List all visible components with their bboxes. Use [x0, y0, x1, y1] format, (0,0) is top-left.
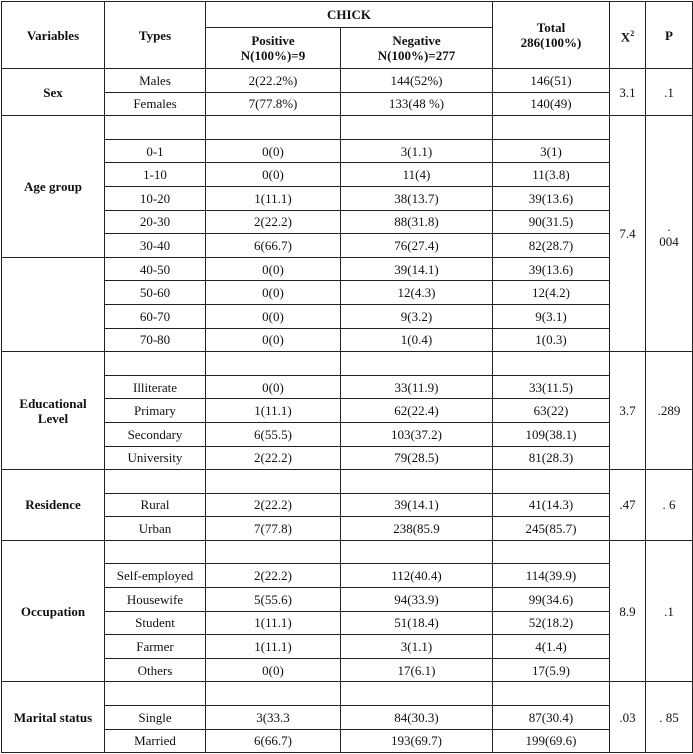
negative-cell: 9(3.2)	[341, 304, 493, 328]
negative-cell: 33(11.9)	[341, 375, 493, 399]
table-row	[2, 304, 693, 328]
total-cell	[493, 116, 610, 140]
total-cell: 90(31.5)	[493, 210, 610, 234]
type-cell	[105, 470, 206, 494]
type-cell	[105, 116, 206, 140]
table-row	[2, 281, 693, 305]
negative-cell: 39(14.1)	[341, 493, 493, 517]
positive-cell: 0(0)	[206, 304, 341, 328]
table-row	[2, 116, 693, 140]
positive-cell: 1(11.1)	[206, 186, 341, 210]
total-cell: 41(14.3)	[493, 493, 610, 517]
negative-cell: 38(13.7)	[341, 186, 493, 210]
table-row	[2, 352, 693, 376]
total-cell: 114(39.9)	[493, 564, 610, 588]
negative-cell: 39(14.1)	[341, 257, 493, 281]
type-cell	[105, 540, 206, 564]
negative-cell: 1(0.4)	[341, 328, 493, 352]
negative-cell: 144(52%)	[341, 69, 493, 93]
negative-cell: 94(33.9)	[341, 588, 493, 612]
total-cell	[493, 470, 610, 494]
negative-cell: 103(37.2)	[341, 422, 493, 446]
chi-square-cell: 7.4	[610, 116, 646, 352]
header-positive: Positive N(100%)=9	[206, 28, 341, 69]
negative-cell: 51(18.4)	[341, 611, 493, 635]
positive-cell	[206, 470, 341, 494]
negative-cell	[341, 682, 493, 706]
total-cell: 140(49)	[493, 92, 610, 116]
total-cell: 9(3.1)	[493, 304, 610, 328]
positive-cell: 2(22.2%)	[206, 69, 341, 93]
chi-square-cell: .47	[610, 470, 646, 541]
type-cell: 70-80	[105, 328, 206, 352]
type-cell: 30-40	[105, 234, 206, 258]
table-row	[2, 611, 693, 635]
table-row	[2, 635, 693, 659]
header-types: Types	[105, 2, 206, 69]
positive-cell: 6(55.5)	[206, 422, 341, 446]
total-cell: 39(13.6)	[493, 257, 610, 281]
variable-cell	[2, 257, 105, 351]
positive-cell: 0(0)	[206, 281, 341, 305]
negative-cell: 3(1.1)	[341, 139, 493, 163]
total-cell	[493, 540, 610, 564]
positive-cell: 1(11.1)	[206, 399, 341, 423]
negative-cell: 112(40.4)	[341, 564, 493, 588]
total-cell: 17(5.9)	[493, 658, 610, 682]
type-cell: 50-60	[105, 281, 206, 305]
positive-cell: 2(22.2)	[206, 564, 341, 588]
variable-cell: Marital status	[2, 682, 105, 753]
positive-cell: 1(11.1)	[206, 635, 341, 659]
type-cell: Secondary	[105, 422, 206, 446]
type-cell: 0-1	[105, 139, 206, 163]
negative-cell	[341, 470, 493, 494]
positive-cell: 7(77.8%)	[206, 92, 341, 116]
variable-cell: Sex	[2, 69, 105, 116]
negative-cell: 88(31.8)	[341, 210, 493, 234]
table-row	[2, 257, 693, 281]
p-value-cell: .1	[646, 540, 693, 682]
negative-cell: 11(4)	[341, 163, 493, 187]
negative-cell: 238(85.9	[341, 517, 493, 541]
header-chi-square: $X^2$	[610, 2, 646, 69]
table-row	[2, 493, 693, 517]
total-cell: 109(38.1)	[493, 422, 610, 446]
chi-square-cell: .03	[610, 682, 646, 753]
type-cell: 40-50	[105, 257, 206, 281]
table-row	[2, 706, 693, 730]
variable-cell: Educational Level	[2, 352, 105, 470]
type-cell: Urban	[105, 517, 206, 541]
negative-cell: 3(1.1)	[341, 635, 493, 659]
negative-cell	[341, 540, 493, 564]
table-row	[2, 729, 693, 753]
total-cell: 99(34.6)	[493, 588, 610, 612]
table-row	[2, 139, 693, 163]
chick-association-table	[1, 1, 693, 753]
total-cell: 33(11.5)	[493, 375, 610, 399]
type-cell: 10-20	[105, 186, 206, 210]
positive-cell: 0(0)	[206, 658, 341, 682]
table-row	[2, 92, 693, 116]
total-cell: 12(4.2)	[493, 281, 610, 305]
positive-cell: 2(22.2)	[206, 493, 341, 517]
table-row	[2, 163, 693, 187]
table-row	[2, 540, 693, 564]
positive-cell: 0(0)	[206, 257, 341, 281]
positive-cell: 6(66.7)	[206, 729, 341, 753]
table-row	[2, 234, 693, 258]
positive-cell	[206, 682, 341, 706]
type-cell: 1-10	[105, 163, 206, 187]
positive-cell: 5(55.6)	[206, 588, 341, 612]
table-row	[2, 588, 693, 612]
p-value-cell: . 004	[646, 116, 693, 352]
type-cell	[105, 682, 206, 706]
positive-cell: 0(0)	[206, 163, 341, 187]
header-total: Total 286(100%)	[493, 2, 610, 69]
header-p: P	[646, 2, 693, 69]
total-cell: 1(0.3)	[493, 328, 610, 352]
total-cell: 245(85.7)	[493, 517, 610, 541]
total-cell: 82(28.7)	[493, 234, 610, 258]
type-cell: Housewife	[105, 588, 206, 612]
type-cell	[105, 352, 206, 376]
negative-cell	[341, 352, 493, 376]
total-cell: 52(18.2)	[493, 611, 610, 635]
type-cell: Rural	[105, 493, 206, 517]
positive-cell: 3(33.3	[206, 706, 341, 730]
positive-cell: 2(22.2)	[206, 210, 341, 234]
total-cell: 146(51)	[493, 69, 610, 93]
header-variables: Variables	[2, 2, 105, 69]
type-cell: 60-70	[105, 304, 206, 328]
negative-cell: 76(27.4)	[341, 234, 493, 258]
type-cell: Others	[105, 658, 206, 682]
type-cell: 20-30	[105, 210, 206, 234]
negative-cell: 193(69.7)	[341, 729, 493, 753]
total-cell: 199(69.6)	[493, 729, 610, 753]
negative-cell	[341, 116, 493, 140]
chi-square-cell: 3.7	[610, 352, 646, 470]
table-row	[2, 399, 693, 423]
p-value-cell: . 6	[646, 470, 693, 541]
p-value-cell: .289	[646, 352, 693, 470]
table-row	[2, 517, 693, 541]
chi-square-cell: 8.9	[610, 540, 646, 682]
type-cell: University	[105, 446, 206, 470]
table-row	[2, 210, 693, 234]
negative-cell: 79(28.5)	[341, 446, 493, 470]
total-cell: 3(1)	[493, 139, 610, 163]
type-cell: Married	[105, 729, 206, 753]
negative-cell: 133(48 %)	[341, 92, 493, 116]
positive-cell: 0(0)	[206, 139, 341, 163]
table-row	[2, 658, 693, 682]
variable-cell: Age group	[2, 116, 105, 258]
p-value-cell: . 85	[646, 682, 693, 753]
type-cell: Student	[105, 611, 206, 635]
negative-cell: 17(6.1)	[341, 658, 493, 682]
positive-cell: 0(0)	[206, 328, 341, 352]
total-cell: 39(13.6)	[493, 186, 610, 210]
table-row	[2, 328, 693, 352]
total-cell: 81(28.3)	[493, 446, 610, 470]
total-cell: 4(1.4)	[493, 635, 610, 659]
negative-cell: 62(22.4)	[341, 399, 493, 423]
table-row	[2, 69, 693, 93]
chi-square-cell: 3.1	[610, 69, 646, 116]
header-negative: Negative N(100%)=277	[341, 28, 493, 69]
positive-cell: 6(66.7)	[206, 234, 341, 258]
total-cell	[493, 682, 610, 706]
table-body	[2, 69, 693, 753]
type-cell: Illiterate	[105, 375, 206, 399]
total-cell	[493, 352, 610, 376]
type-cell: Self-employed	[105, 564, 206, 588]
table-row	[2, 564, 693, 588]
positive-cell: 2(22.2)	[206, 446, 341, 470]
type-cell: Single	[105, 706, 206, 730]
type-cell: Primary	[105, 399, 206, 423]
total-cell: 87(30.4)	[493, 706, 610, 730]
positive-cell	[206, 540, 341, 564]
positive-cell: 1(11.1)	[206, 611, 341, 635]
positive-cell: 0(0)	[206, 375, 341, 399]
positive-cell: 7(77.8)	[206, 517, 341, 541]
table-row	[2, 375, 693, 399]
negative-cell: 12(4.3)	[341, 281, 493, 305]
type-cell: Farmer	[105, 635, 206, 659]
header-chick: CHICK	[206, 2, 493, 28]
variable-cell: Occupation	[2, 540, 105, 682]
variable-cell: Residence	[2, 470, 105, 541]
type-cell: Females	[105, 92, 206, 116]
table-row	[2, 446, 693, 470]
table-row	[2, 186, 693, 210]
table-row	[2, 682, 693, 706]
table-row	[2, 470, 693, 494]
negative-cell: 84(30.3)	[341, 706, 493, 730]
total-cell: 11(3.8)	[493, 163, 610, 187]
type-cell: Males	[105, 69, 206, 93]
table-row	[2, 422, 693, 446]
positive-cell	[206, 116, 341, 140]
total-cell: 63(22)	[493, 399, 610, 423]
p-value-cell: .1	[646, 69, 693, 116]
positive-cell	[206, 352, 341, 376]
